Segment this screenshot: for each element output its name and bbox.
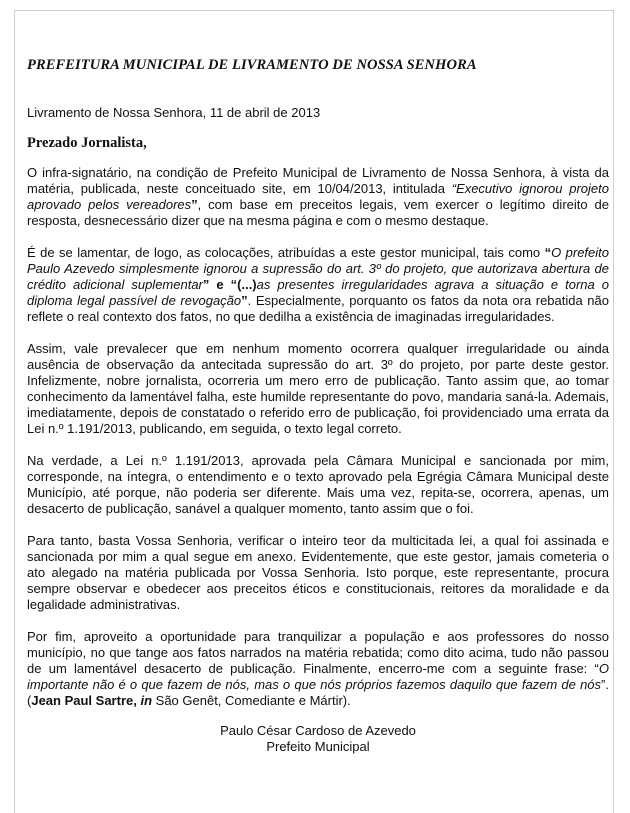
quote-source: São Genêt, Comediante e Mártir [152,693,343,708]
paragraph-2-quote2-open: “(...) [230,277,257,292]
paragraph-5: Para tanto, basta Vossa Senhoria, verificar o inteiro teor da multicitada lei, a qual foi assinada e sancionada por mim a qual segue em anexo. Evidentemente, que este gestor, jamais cometeria o ato alegado na matéria publicada por Vossa Senhoria. Isto porque, este representante, procura sempre observar e obedecer aos preceitos éticos e constitucionais, reitores da moralidade e da legalidade administrativas. [27,533,609,612]
paragraph-6 [27,629,609,709]
paragraph-1-text-a: O infra-signatário, na condição de Prefeito Municipal de Livramento de Nossa Senhora, à vista da matéria, publicada, neste conceituado site, em 10/04/2013, intitulada [27,165,609,196]
greeting: Prezado Jornalista, [27,135,147,151]
paragraph-6-end: ). [342,693,351,708]
paragraph-4: Na verdade, a Lei n.º 1.191/2013, aprovada pela Câmara Municipal e sancionada por mim, corresponde, na íntegra, o entendimento e o texto aprovado pela Egrégia Câmara Municipal deste Município, até porque, não poderia ser diferente. Mais uma vez, repita-se, ocorrera, apenas, um desacerto de publicação, sanável a qualquer momento, tanto assim que o foi. [27,453,609,516]
quote-in: in [140,693,153,708]
paragraph-2-quote1-open: “ [544,245,552,260]
sartre-quote: O importante não é o que fazem de nós, mas o que nós próprios fazemos daquilo que fazem de nós [27,661,609,692]
document-page [14,10,614,813]
paragraph-2-quote1: O prefeito Paulo Azevedo simplesmente ignorou a supressão do art. 3º do projeto, que autorizava abertura de crédito adicional suplementar [27,245,609,292]
paragraph-1-text-b: , com base em preceitos legais, vem exercer o legítimo direito de resposta, desnecessário dizer que na mesma página e com o mesmo destaque. [27,197,609,228]
signature-role: Prefeito Municipal [266,739,370,754]
date-line: Livramento de Nossa Senhora, 11 de abril de 2013 [27,105,321,120]
paragraph-2-text-b: . Especialmente, porquanto os fatos da nota ora rebatida não reflete o real contexto dos fatos, no que dedilha a existência de imaginadas irregularidades. [27,293,609,324]
signature-block [27,723,609,755]
paragraph-1-quote-open: “ [451,181,457,196]
paragraph-1 [27,165,609,229]
paragraph-2 [27,245,609,325]
paragraph-1-quote-close: ” [191,197,198,212]
paragraph-2-quote1-close: ” e [202,277,231,292]
paragraph-2-quote2-close: ” [241,293,248,308]
document-content [27,57,609,755]
paragraph-2-quote2: as presentes irregularidades agrava a situação e torna o diploma legal passível de revogação [27,277,609,308]
signature-name: Paulo César Cardoso de Azevedo [220,723,416,738]
paragraph-6-text-a: Por fim, aproveito a oportunidade para tranquilizar a população e aos professores do nosso município, no que tange aos fatos narrados na matéria rebatida; como dito acima, tudo não passou de um lamentável desacerto de publicação. Finalmente, encerro-me com a seguinte frase: “ [27,629,609,676]
quote-author: Jean Paul Sartre, [31,693,141,708]
paragraph-3: Assim, vale prevalecer que em nenhum momento ocorrera qualquer irregularidade ou ainda ausência de observação da antecitada supressão do art. 3º do projeto, por parte deste gestor. Infelizmente, nobre jornalista, ocorreria um mero erro de publicação. Tanto assim que, ao tomar conhecimento da lamentável falha, este humilde representante do povo, mandaria saná-la. Ademais, imediatamente, depois de constatado o referido erro de publicação, foi providenciado uma errata da Lei n.º 1.191/2013, publicando, em seguida, o texto legal correto. [27,341,609,436]
paragraph-6-text-c: ”. ( [27,677,609,708]
document-title: PREFEITURA MUNICIPAL DE LIVRAMENTO DE NOSSA SENHORA [27,57,477,73]
article-title: Executivo ignorou projeto aprovado pelos vereadores [27,181,609,212]
paragraph-2-text-a: É de se lamentar, de logo, as colocações, atribuídas a este gestor municipal, tais como [27,245,545,260]
